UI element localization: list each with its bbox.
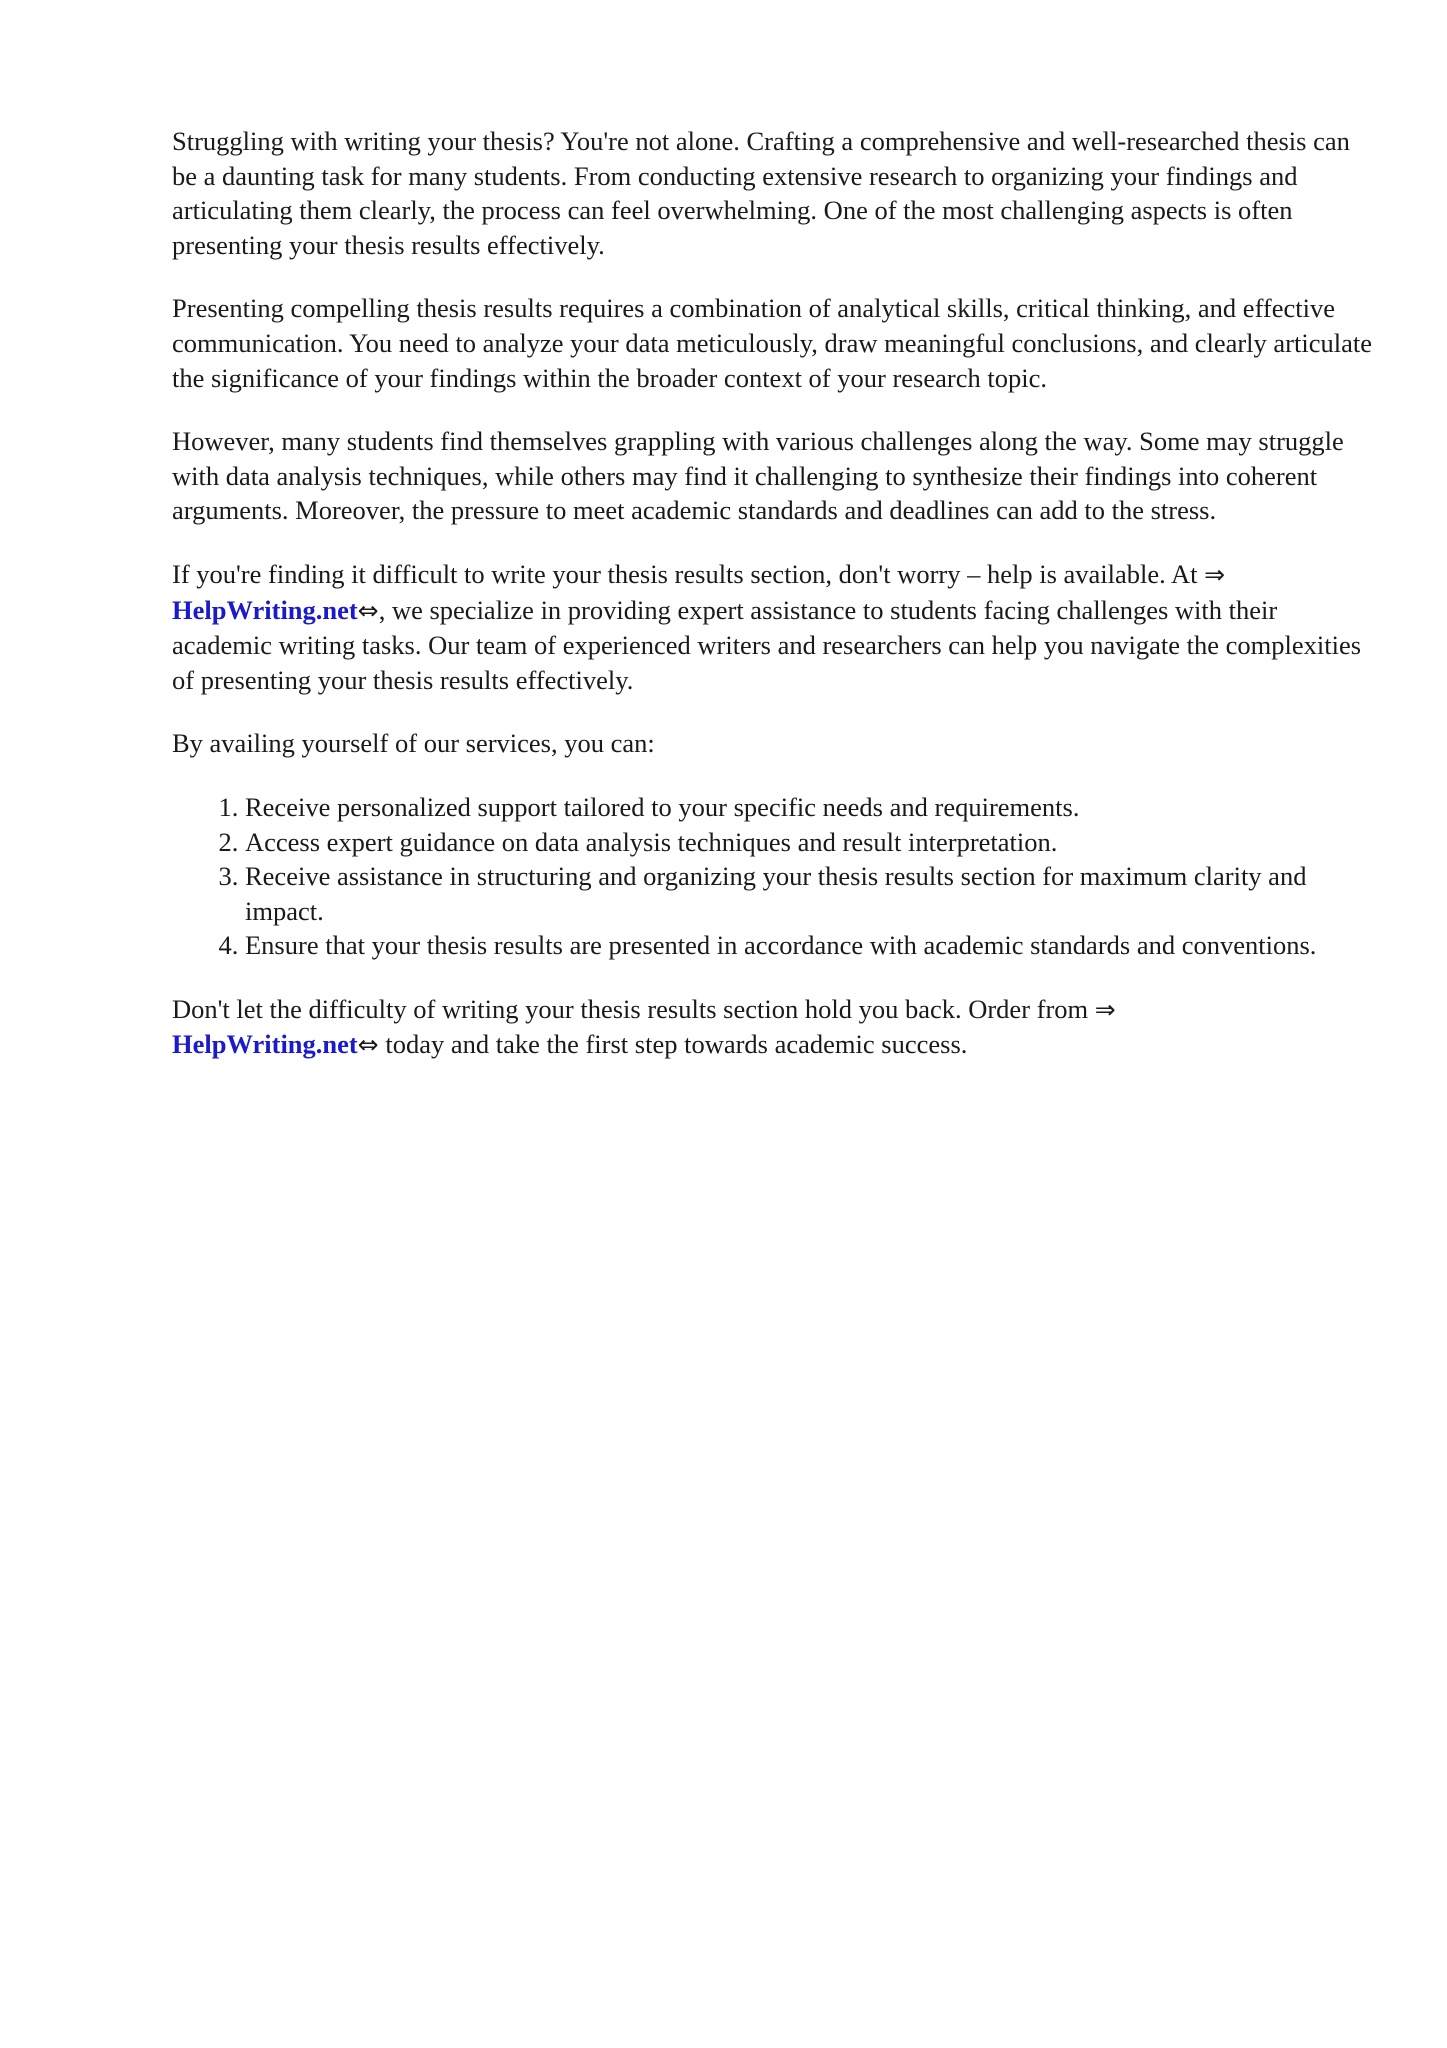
list-item: 1. Receive personalized support tailored to your specific needs and requirements. — [245, 790, 1372, 825]
arrow-both-icon: ⇔ — [357, 595, 379, 625]
closing-paragraph — [172, 992, 1372, 1063]
help-text-after: , we specialize in providing expert assistance to students facing challenges with their academic writing tasks. Our team of experienced writers and researchers can help you navigate the complexities of presenting your thesis results effectively. — [172, 594, 1362, 695]
help-text-before: If you're finding it difficult to write your thesis results section, don't worry – help is available. At — [172, 558, 1205, 589]
arrow-right-icon: ⇒ — [1094, 994, 1116, 1024]
services-list — [172, 790, 1372, 963]
closing-text-before: Don't let the difficulty of writing your thesis results section hold you back. Order from — [172, 993, 1095, 1024]
services-intro: By availing yourself of our services, you can: — [172, 728, 655, 759]
arrow-both-icon: ⇔ — [357, 1030, 379, 1060]
arrow-right-icon: ⇒ — [1204, 559, 1226, 589]
list-item: 2. Access expert guidance on data analysis techniques and result interpretation. — [245, 825, 1372, 860]
challenges-paragraph: However, many students find themselves grappling with various challenges along the way. Some may struggle with data analysis techniques, while others may find it challenging to synthesize their findings into coherent arguments. Moreover, the pressure to meet academic standards and deadlines can add to the stress. — [172, 426, 1344, 526]
helpwriting-link[interactable]: HelpWriting.net — [172, 594, 358, 625]
requirements-paragraph: Presenting compelling thesis results requires a combination of analytical skills, critical thinking, and effective communication. You need to analyze your data meticulously, draw meaningful conclusions, and clearly articulate the significance of your findings within the broader context of your research topic. — [172, 293, 1372, 393]
list-item: 3. Receive assistance in structuring and organizing your thesis results section for maximum clarity and impact. — [245, 859, 1372, 928]
closing-text-after: today and take the first step towards academic success. — [378, 1029, 968, 1060]
document-body — [172, 124, 1372, 1092]
list-item: 4. Ensure that your thesis results are presented in accordance with academic standards and conventions. — [245, 928, 1372, 963]
helpwriting-link[interactable]: HelpWriting.net — [172, 1029, 358, 1060]
help-paragraph — [172, 557, 1372, 697]
intro-paragraph: Struggling with writing your thesis? You're not alone. Crafting a comprehensive and well-researched thesis can be a daunting task for many students. From conducting extensive research to organizing your findings and articulating them clearly, the process can feel overwhelming. One of the most challenging aspects is often presenting your thesis results effectively. — [172, 126, 1350, 260]
